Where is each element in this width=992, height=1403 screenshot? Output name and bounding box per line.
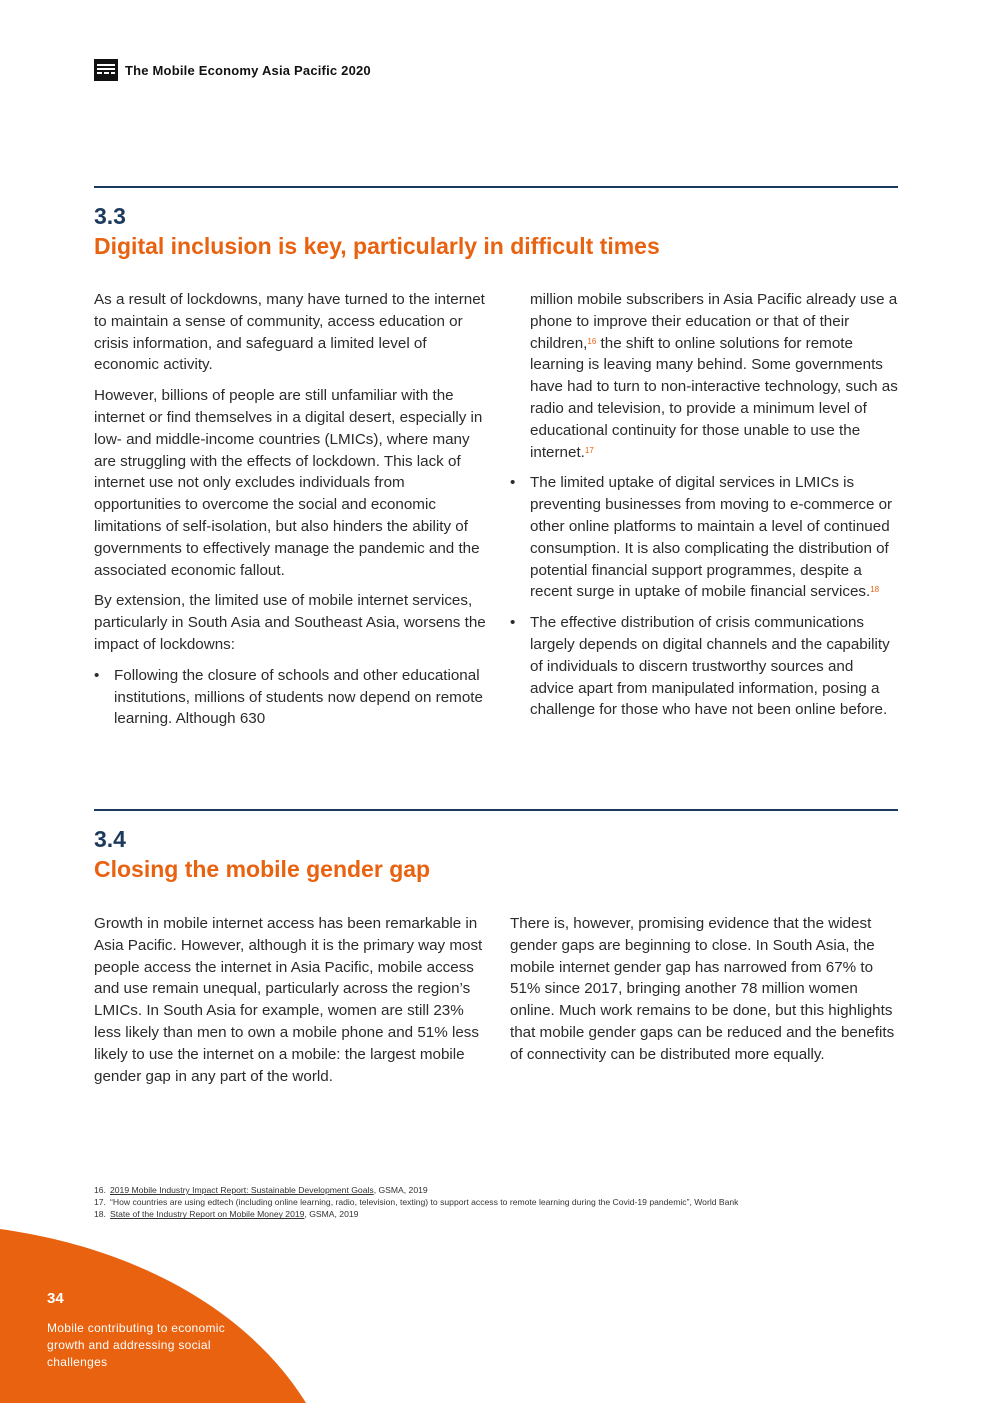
paragraph: By extension, the limited use of mobile internet services, particularly in South Asia and Southeast Asia, worsens the impact of lockdowns: (94, 592, 486, 653)
bullet-text: million mobile subscribers in Asia Pacific already use a phone to improve their education or that of their children, (530, 291, 898, 352)
section-number: 3.3 (94, 203, 126, 229)
section-title: Closing the mobile gender gap (94, 856, 431, 882)
section-number: 3.4 (94, 826, 126, 852)
footnote-link[interactable]: State of the Industry Report on Mobile Money 2019 (110, 1209, 305, 1220)
report-title: The Mobile Economy Asia Pacific 2020 (125, 62, 371, 78)
footnote-number: 16. (94, 1185, 106, 1195)
footnote-number: 18. (94, 1209, 106, 1220)
footnote-text: , GSMA, 2019 (304, 1209, 359, 1220)
footnote-ref-18: 18 (870, 585, 880, 595)
paragraph: Growth in mobile internet access has been remarkable in Asia Pacific. However, although it is the primary way most people access the internet in Asia Pacific, mobile access and use remain unequal, particularly across the region’s LMICs. In South Asia for example, women are still 23% less likely than men to own a mobile phone and 51% less likely to use the internet on a mobile: the largest mobile gender gap in any part of the world. (94, 915, 483, 1085)
paragraph: There is, however, promising evidence that the widest gender gaps are beginning to close. In South Asia, the mobile internet gender gap has narrowed from 67% to 51% since 2017, bringing another 78 million women online. Much work remains to be done, but this highlights that mobile gender gaps can be reduced and the benefits of connectivity can be distributed more equally. (510, 915, 895, 1063)
page-number: 34 (47, 1290, 64, 1307)
paragraph: As a result of lockdowns, many have turned to the internet to maintain a sense of community, access education or crisis information, and safeguard a limited level of economic activity. (94, 291, 485, 374)
footnote-number: 17. (94, 1197, 106, 1208)
bullet-text: The limited uptake of digital services in LMICs is preventing businesses from moving to e-commerce or other online platforms to maintain a level of continued consumption. It is also complicating the distribution of potential financial support programmes, despite a recent surge in uptake of mobile financial services. (530, 474, 893, 601)
bullet-text: Following the closure of schools and other educational institutions, millions of students now depend on remote learning. Although 630 (114, 666, 483, 728)
footnote-text: “How countries are using edtech (including online learning, radio, television, texting) to support access to remote learning during the Covid-19 pandemic”, World Bank (110, 1197, 739, 1208)
bullet-text: The effective distribution of crisis communications largely depends on digital channels and the capability of individuals to discern trustworthy sources and advice apart from manipulated information, posing a challenge for those who have not been online before. (530, 614, 890, 719)
footnote-ref-16: 16 (587, 336, 597, 346)
footnote-text: , GSMA, 2019 (373, 1185, 428, 1195)
footnote-ref-17: 17 (584, 445, 594, 455)
chapter-caption: Mobile contributing to economic growth and addressing social challenges (47, 1321, 226, 1369)
paragraph: However, billions of people are still unfamiliar with the internet or find themselves in a digital desert, especially in low- and middle-income countries (LMICs), where many are struggling with the effects of lockdown. This lack of internet use not only excludes individuals from opportunities to overcome the social and economic limitations of self-isolation, but also hinders the ability of governments to effectively manage the pandemic and the associated economic fallout. (94, 387, 483, 579)
section-title: Digital inclusion is key, particularly in difficult times (94, 233, 660, 259)
footnote-link[interactable]: 2019 Mobile Industry Impact Report: Sustainable Development Goals (110, 1185, 374, 1195)
bullet-text: the shift to online solutions for remote learning is leaving many behind. Some governments have had to turn to non-interactive technology, such as radio and television, to provide a minimum level of educational continuity for those unable to use the internet. (530, 334, 898, 461)
